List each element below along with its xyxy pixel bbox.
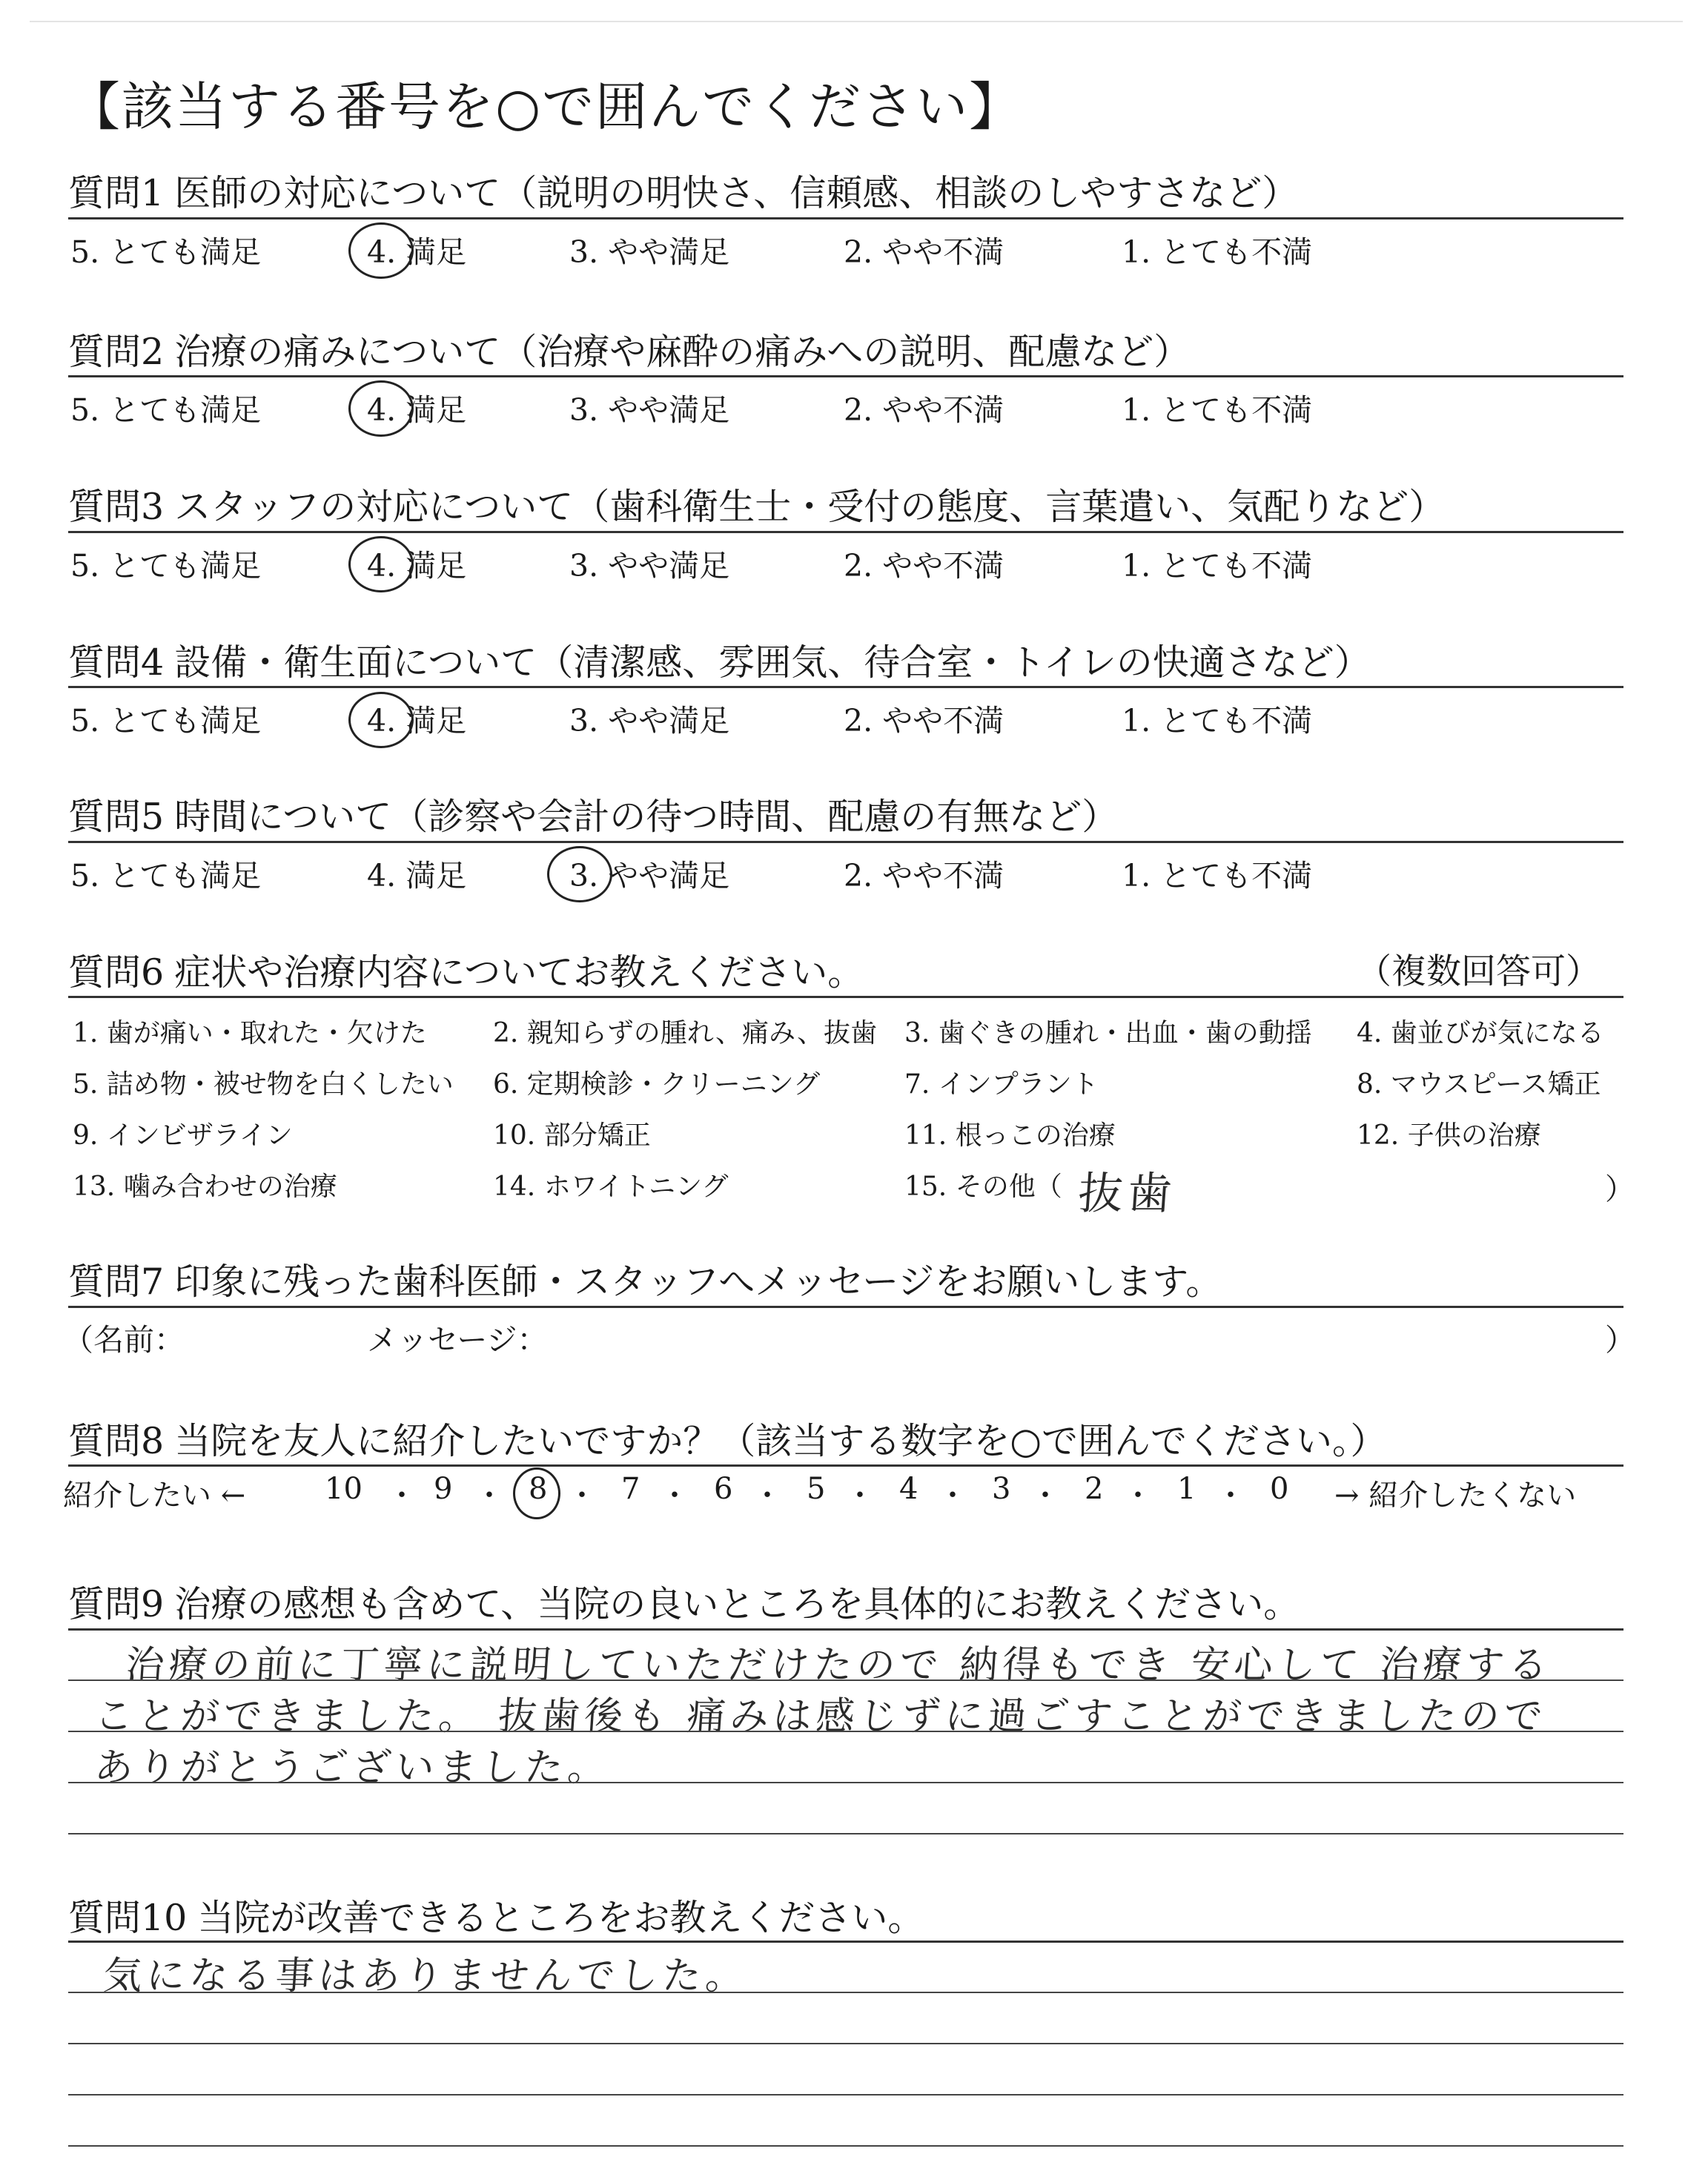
- recommend-4[interactable]: 4: [899, 1472, 918, 1506]
- recommend-2[interactable]: 2: [1085, 1472, 1104, 1506]
- symptom-option[interactable]: 3. 歯ぐきの腫れ・出血・歯の動揺: [904, 1018, 1312, 1048]
- recommend-right-label: → 紹介したくない: [1334, 1479, 1577, 1513]
- question-number: 質問5: [68, 796, 165, 838]
- q4-option-2[interactable]: 2. やや不満: [844, 703, 1004, 739]
- q5-option-5[interactable]: 5. とても満足: [70, 858, 262, 894]
- symptom-option[interactable]: 1. 歯が痛い・取れた・欠けた: [73, 1018, 427, 1048]
- q2-option-4[interactable]: 4. 満足: [367, 392, 467, 428]
- divider: [68, 686, 1623, 688]
- symptom-option[interactable]: 5. 詰め物・被せ物を白くしたい: [73, 1069, 454, 1100]
- question-10-title: [68, 1889, 924, 1941]
- divider: [68, 1464, 1623, 1467]
- question-6-title: [68, 944, 864, 996]
- recommend-5[interactable]: 5: [807, 1472, 826, 1506]
- q3-option-4[interactable]: 4. 満足: [367, 548, 467, 584]
- scale-separator: ・: [1123, 1479, 1153, 1513]
- recommend-6[interactable]: 6: [714, 1472, 733, 1506]
- q4-option-5[interactable]: 5. とても満足: [70, 703, 262, 739]
- recommend-7[interactable]: 7: [621, 1472, 640, 1506]
- symptom-option[interactable]: 14. ホワイトニング: [493, 1172, 729, 1202]
- q5-option-4[interactable]: 4. 満足: [367, 858, 467, 894]
- question-text: 医師の対応について（説明の明快さ、信頼感、相談のしやすさなど）: [174, 172, 1299, 214]
- divider: [68, 375, 1623, 377]
- symptom-option[interactable]: 6. 定期検診・クリーニング: [493, 1069, 821, 1100]
- recommend-3[interactable]: 3: [992, 1472, 1011, 1506]
- question-text: 治療の痛みについて（治療や麻酔の痛みへの説明、配慮など）: [174, 331, 1191, 373]
- scale-separator: ・: [845, 1479, 875, 1513]
- question-text: 印象に残った歯科医師・スタッフへメッセージをお願いします。: [174, 1261, 1222, 1303]
- scale-separator: ・: [1030, 1479, 1060, 1513]
- question-number: 質問9: [68, 1583, 165, 1625]
- q1-option-3[interactable]: 3. やや満足: [569, 234, 730, 270]
- answer-rule: [68, 2094, 1623, 2095]
- q2-selection-circle: [348, 380, 414, 437]
- question-text: 当院を友人に紹介したいですか？（該当する数字を○で囲んでください。）: [174, 1420, 1387, 1462]
- symptom-option[interactable]: 10. 部分矯正: [493, 1120, 651, 1151]
- other-close-paren: ）: [1605, 1172, 1635, 1206]
- question-number: 質問7: [68, 1261, 165, 1303]
- q10-answer-line-1: 気になる事はありませんでした。: [102, 1954, 750, 1998]
- answer-rule: [68, 1731, 1623, 1732]
- top-border: [30, 21, 1683, 22]
- question-7-title: [68, 1253, 1222, 1305]
- symptom-option[interactable]: 8. マウスピース矯正: [1357, 1069, 1601, 1100]
- question-9-title: [68, 1576, 1300, 1628]
- symptom-option[interactable]: 2. 親知らずの腫れ、痛み、抜歯: [493, 1018, 878, 1048]
- scale-separator: ・: [938, 1479, 967, 1513]
- divider: [68, 1306, 1623, 1308]
- question-text: 時間について（診察や会計の待つ時間、配慮の有無など）: [174, 796, 1119, 838]
- question-4-title: [68, 634, 1371, 686]
- q2-option-2[interactable]: 2. やや不満: [844, 392, 1004, 428]
- q4-selection-circle: [348, 692, 414, 748]
- multiple-answer-note: （複数回答可）: [1357, 951, 1601, 992]
- q8-selection-circle: [513, 1467, 560, 1519]
- q5-selection-circle: [547, 846, 612, 902]
- recommend-left-label: 紹介したい ←: [63, 1479, 246, 1513]
- symptom-option[interactable]: 4. 歯並びが気になる: [1357, 1018, 1604, 1048]
- question-2-title: [68, 323, 1190, 375]
- q1-option-4[interactable]: 4. 満足: [367, 234, 467, 270]
- symptom-option[interactable]: 13. 噛み合わせの治療: [73, 1172, 337, 1202]
- question-number: 質問6: [68, 951, 165, 994]
- symptom-option[interactable]: 7. インプラント: [904, 1069, 1099, 1100]
- q1-option-1[interactable]: 1. とても不満: [1122, 234, 1313, 270]
- answer-rule: [68, 1833, 1623, 1834]
- question-text: スタッフの対応について（歯科衛生士・受付の態度、言葉遣い、気配りなど）: [174, 486, 1446, 528]
- question-text: 当院が改善できるところをお教えください。: [197, 1897, 924, 1939]
- question-text: 症状や治療内容についてお教えください。: [174, 951, 864, 994]
- q3-selection-circle: [348, 536, 414, 592]
- answer-rule: [68, 2043, 1623, 2044]
- question-number: 質問8: [68, 1420, 165, 1462]
- question-number: 質問10: [68, 1897, 188, 1939]
- message-label: メッセージ：: [367, 1322, 548, 1358]
- recommend-8[interactable]: 8: [529, 1472, 548, 1506]
- question-8-title: [68, 1413, 1386, 1464]
- recommend-10[interactable]: 10: [325, 1472, 363, 1506]
- divider: [68, 841, 1623, 843]
- message-close-paren: ）: [1605, 1322, 1635, 1358]
- question-number: 質問4: [68, 641, 165, 684]
- answer-rule: [68, 1782, 1623, 1783]
- divider: [68, 996, 1623, 998]
- q3-option-1[interactable]: 1. とても不満: [1122, 548, 1313, 584]
- answer-rule: [68, 2145, 1623, 2147]
- q4-option-3[interactable]: 3. やや満足: [569, 703, 730, 739]
- q2-option-5[interactable]: 5. とても満足: [70, 392, 262, 428]
- question-text: 設備・衛生面について（清潔感、雰囲気、待合室・トイレの快適さなど）: [174, 641, 1371, 684]
- scale-separator: ・: [387, 1479, 417, 1513]
- q2-option-1[interactable]: 1. とても不満: [1122, 392, 1313, 428]
- other-handwritten-answer: 抜歯: [1076, 1168, 1179, 1220]
- q1-option-2[interactable]: 2. やや不満: [844, 234, 1004, 270]
- q4-option-1[interactable]: 1. とても不満: [1122, 703, 1313, 739]
- divider: [68, 1941, 1623, 1943]
- symptom-option[interactable]: 9. インビザライン: [73, 1120, 293, 1151]
- q5-option-3[interactable]: 3. やや満足: [569, 858, 730, 894]
- divider: [68, 217, 1623, 219]
- q1-option-5[interactable]: 5. とても満足: [70, 234, 262, 270]
- question-5-title: [68, 788, 1118, 840]
- question-number: 質問3: [68, 486, 165, 528]
- scale-separator: ・: [752, 1479, 782, 1513]
- scale-separator: ・: [567, 1479, 597, 1513]
- recommend-0[interactable]: 0: [1270, 1472, 1289, 1506]
- question-text: 治療の感想も含めて、当院の良いところを具体的にお教えください。: [174, 1583, 1300, 1625]
- q3-option-3[interactable]: 3. やや満足: [569, 548, 730, 584]
- q4-option-4[interactable]: 4. 満足: [367, 703, 467, 739]
- q9-answer-line-3: ありがとうございました。: [93, 1745, 612, 1790]
- scale-separator: ・: [660, 1479, 689, 1513]
- question-number: 質問1: [68, 172, 165, 214]
- symptom-option[interactable]: 12. 子供の治療: [1357, 1120, 1541, 1151]
- symptom-option[interactable]: 11. 根っこの治療: [904, 1120, 1116, 1151]
- recommend-1[interactable]: 1: [1177, 1472, 1196, 1506]
- symptom-option[interactable]: 15. その他（: [904, 1172, 1062, 1202]
- answer-rule: [68, 1992, 1623, 1993]
- question-1-title: [68, 165, 1298, 217]
- name-label: （名前：: [63, 1322, 185, 1358]
- q2-option-3[interactable]: 3. やや満足: [569, 392, 730, 428]
- question-3-title: [68, 478, 1445, 530]
- q9-answer-line-1: 治療の前に丁寧に説明していただけたので 納得もでき 安心して 治療する: [124, 1643, 1554, 1688]
- recommend-9[interactable]: 9: [434, 1472, 453, 1506]
- q9-answer-line-2: ことができました。 抜歯後も 痛みは感じずに過ごすことができましたので: [93, 1694, 1549, 1739]
- page-title: 【該当する番号を○で囲んでください】: [68, 76, 1023, 137]
- q1-selection-circle: [348, 222, 414, 279]
- q3-option-2[interactable]: 2. やや不満: [844, 548, 1004, 584]
- scale-separator: ・: [474, 1479, 504, 1513]
- divider: [68, 531, 1623, 533]
- q5-option-1[interactable]: 1. とても不満: [1122, 858, 1313, 894]
- q5-option-2[interactable]: 2. やや不満: [844, 858, 1004, 894]
- answer-rule: [68, 1680, 1623, 1681]
- divider: [68, 1628, 1623, 1631]
- question-number: 質問2: [68, 331, 165, 373]
- q3-option-5[interactable]: 5. とても満足: [70, 548, 262, 584]
- scale-separator: ・: [1216, 1479, 1245, 1513]
